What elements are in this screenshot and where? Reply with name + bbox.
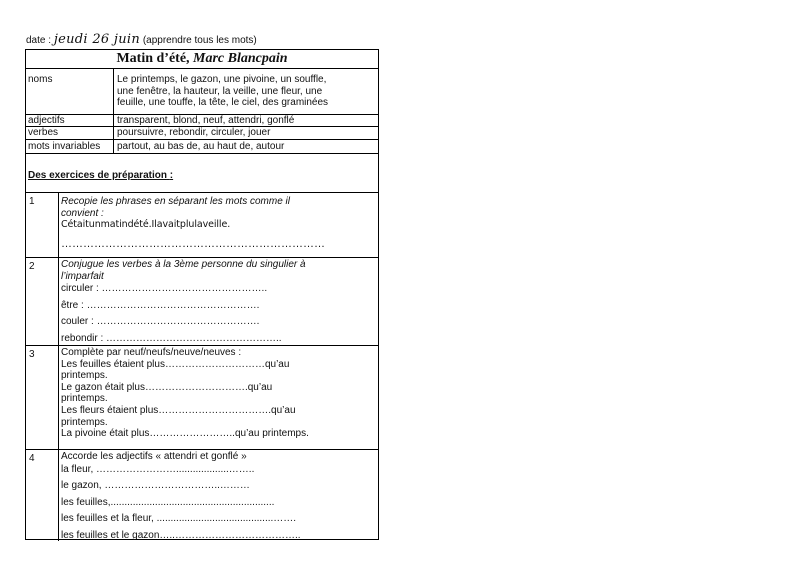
exercise-line: Le gazon était plus………………………….qu’au [61, 381, 273, 393]
exercise-answer-line: ……………………………………………………………… [61, 237, 325, 250]
exercise-line: circuler : ………………………………………….. [61, 283, 268, 294]
author-name: Marc Blancpain [193, 51, 288, 66]
exercise-line: les feuilles et la fleur, ..........................................……. [61, 513, 297, 524]
vocab-label: verbes [28, 127, 59, 138]
exercise-body [61, 347, 309, 440]
exercise-row-4 [26, 450, 378, 541]
exercise-number: 3 [29, 349, 35, 360]
vocab-label: adjectifs [28, 115, 65, 126]
exercise-instruction: Complète par neuf/neufs/neuve/neuves : [61, 347, 242, 358]
exercise-line: printemps. [61, 416, 108, 428]
handwritten-date: jeudi 26 juin [53, 32, 141, 47]
vocab-words [117, 74, 328, 109]
exercise-instruction: Recopie les phrases en séparant les mots comme il [61, 196, 290, 207]
worksheet-table [25, 49, 379, 540]
vocab-label: mots invariables [28, 141, 101, 152]
vocab-line: transparent, blond, neuf, attendri, gonflé [117, 115, 295, 126]
date-line [26, 33, 257, 48]
vocab-line: feuille, une touffe, la tête, le ciel, des graminées [117, 97, 329, 108]
exercise-row-1 [26, 193, 378, 258]
exercise-row-3 [26, 346, 378, 450]
exercise-instruction: Accorde les adjectifs « attendri et gonflé » [61, 451, 247, 462]
date-prefix: date : [26, 35, 52, 46]
title-text: Matin d’été, [116, 51, 190, 66]
exercise-line: rebondir : …………………………………………….. [61, 332, 282, 344]
exercise-line: la fleur, ……………………...................…….. [61, 463, 255, 475]
exercises-header-row [26, 154, 378, 193]
vocab-label: noms [28, 74, 53, 85]
exercise-line: Cétaitunmatindété.Ilavaitplulaveille. [61, 219, 231, 230]
date-note: (apprendre tous les mots) [142, 35, 257, 46]
exercise-body [61, 259, 306, 344]
vocab-row-noms [26, 69, 378, 115]
exercise-line: couler : …………………………………………. [61, 316, 260, 327]
vocab-row-verbes [26, 127, 378, 140]
exercise-line: printemps. [61, 370, 108, 382]
vocab-row-adjectifs [26, 115, 378, 127]
worksheet-title [26, 50, 378, 67]
exercise-line: être : ……………………………………………. [61, 299, 260, 311]
exercise-instruction: Conjugue les verbes à la 3ème personne du singulier à [61, 259, 306, 270]
exercise-line: printemps. [61, 393, 108, 405]
exercise-line: Les fleurs étaient plus…………………………….qu’au [61, 404, 296, 416]
exercise-number: 1 [29, 196, 35, 207]
exercise-body [61, 196, 325, 250]
exercise-line: le gazon, ……………………………..……… [61, 480, 250, 491]
exercise-line: les feuilles et le gazon…..……………………………….. [61, 529, 301, 541]
exercise-instruction: l’imparfait [61, 270, 104, 282]
exercise-instruction: convient : [61, 207, 104, 219]
exercise-body [61, 451, 301, 541]
vocab-line: poursuivre, rebondir, circuler, jouer [117, 127, 271, 138]
exercises-title [28, 170, 173, 182]
exercise-line: les feuilles,........................................................... [61, 496, 275, 508]
exercise-line: Les feuilles étaient plus…………………………qu’au [61, 358, 290, 370]
vocab-row-invariables [26, 140, 378, 154]
vocab-line: une fenêtre, la hauteur, la veille, une fleur, une [117, 85, 323, 97]
vocab-line: partout, au bas de, au haut de, autour [117, 141, 285, 152]
exercise-line: La pivoine était plus……………………..qu’au printemps. [61, 428, 309, 440]
exercises-title-text: Des exercices de préparation [28, 170, 167, 181]
exercise-row-2 [26, 258, 378, 346]
exercises-title-colon: : [169, 170, 174, 181]
exercise-number: 4 [29, 453, 35, 464]
exercise-number: 2 [29, 261, 35, 272]
vocab-line: Le printemps, le gazon, une pivoine, un souffle, [117, 74, 327, 85]
title-row [26, 50, 378, 69]
